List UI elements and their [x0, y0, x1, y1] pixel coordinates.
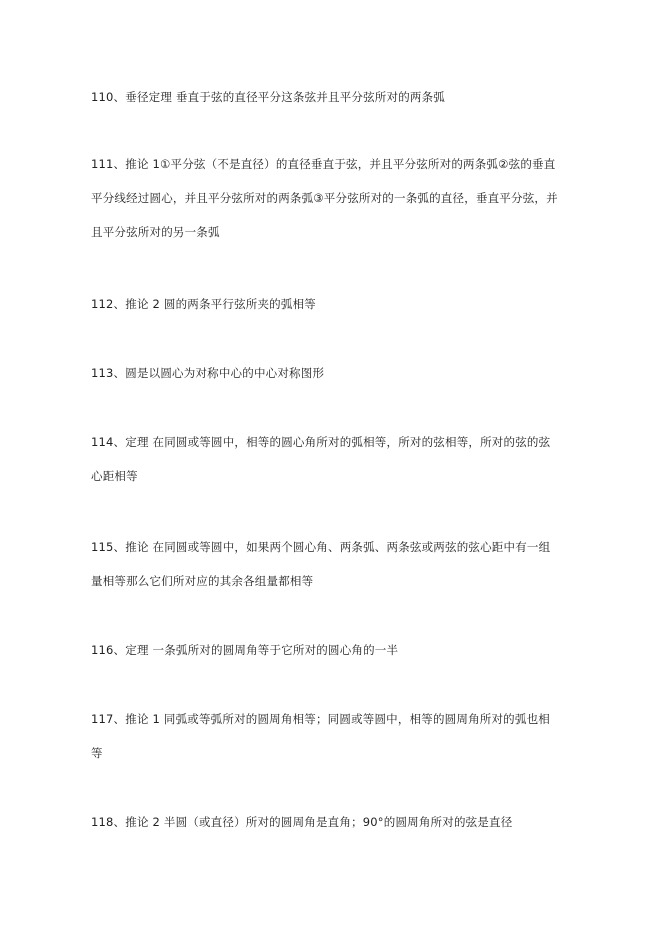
theorem-111-line-3: 且平分弦所对的另一条弧 — [91, 225, 220, 239]
theorem-111-line-1: 111、推论 1①平分弦（不是直径）的直径垂直于弦，并且平分弦所对的两条弧②弦的垂直 — [91, 157, 556, 171]
theorem-111-line-2: 平分线经过圆心，并且平分弦所对的两条弧③平分弦所对的一条弧的直径，垂直平分弦，并 — [91, 191, 558, 205]
theorem-117-line-1: 117、推论 1 同弧或等弧所对的圆周角相等；同圆或等圆中，相等的圆周角所对的弧也相 — [91, 712, 550, 726]
theorem-116-line-1: 116、定理 一条弧所对的圆周角等于它所对的圆心角的一半 — [91, 643, 399, 657]
theorem-115-line-2: 量相等那么它们所对应的其余各组量都相等 — [91, 574, 314, 588]
theorem-117-line-2: 等 — [91, 746, 103, 760]
theorem-115-line-1: 115、推论 在同圆或等圆中，如果两个圆心角、两条弧、两条弦或两弦的弦心距中有一组 — [91, 540, 551, 554]
theorem-114-line-2: 心距相等 — [91, 469, 138, 483]
theorem-118-line-1: 118、推论 2 半圆（或直径）所对的圆周角是直角；90°的圆周角所对的弦是直径 — [91, 815, 513, 829]
theorem-112-line-1: 112、推论 2 圆的两条平行弦所夹的弧相等 — [91, 297, 316, 311]
theorem-110-line-1: 110、垂径定理 垂直于弦的直径平分这条弦并且平分弦所对的两条弧 — [91, 90, 446, 104]
theorem-113-line-1: 113、圆是以圆心为对称中心的中心对称图形 — [91, 366, 325, 380]
theorem-114-line-1: 114、定理 在同圆或等圆中，相等的圆心角所对的弧相等，所对的弦相等，所对的弦的弦 — [91, 435, 551, 449]
